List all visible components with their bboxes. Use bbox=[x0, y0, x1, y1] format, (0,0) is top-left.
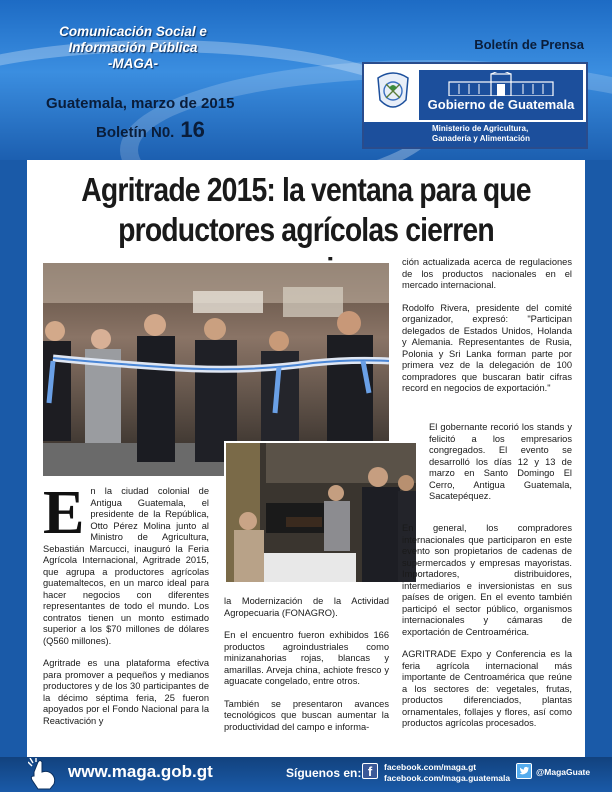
stand-visit-photo bbox=[224, 441, 418, 584]
website-link[interactable]: www.maga.gob.gt bbox=[68, 762, 213, 781]
paragraph: El gobernante recorió los stands y felicitó a los empresarios congregados. El evento se desarrolló los días 12 y 13 de marzo en Santo Domingo El Cerro, Antigua Guatemala, Sacatepéquez. bbox=[429, 422, 572, 501]
facebook-link-maga-gt[interactable]: facebook.com/maga.gt bbox=[384, 762, 477, 772]
government-logo bbox=[362, 62, 588, 149]
paragraph: En general, los compradores internacionales que participaron en este evento son propietarios de cadenas de supermercados y empresas mayoristas. Importadores, distribuidores, intermediarios e inversionistas en sus países de origen. En el evento también participó el sector público, organismos internacionales y cámaras de exportación de Centroamérica. bbox=[402, 523, 572, 637]
paragraph: También se presentaron avances tecnológicos que buscan aumentar la productividad del campo e informa- bbox=[224, 698, 389, 732]
paragraph-intro: En la ciudad colonial de Antigua Guatemala, el presidente de la República, Otto Pérez Molina junto al Ministro de Agricultura, Sebastián Marcucci, inauguró la Feria Agrícola Internacional, Agritrade 2015, que agrupa a productores agrícolas guatemaltecos, en un marco ideal para hacer negocios con diferentes representantes de todo el mundo. Los contratos tienen un monto estimado superior a los $70 millones de dólares (Q560 millones). bbox=[43, 479, 209, 646]
article-panel bbox=[27, 160, 585, 757]
palace-icon bbox=[429, 72, 573, 96]
government-title: Gobierno de Guatemala bbox=[427, 97, 575, 112]
article-column-3 bbox=[402, 257, 572, 406]
facebook-icon[interactable]: f bbox=[362, 763, 378, 779]
bulletin-number-value: 16 bbox=[180, 117, 205, 142]
facebook-link-maga-guatemala[interactable]: facebook.com/maga.guatemala bbox=[384, 773, 511, 783]
paragraph: En el encuentro fueron exhibidos 166 productos agroindustriales como minizanahorias rojas, blancas y amarillas. Arveja china, achiote fresco y aguacate congelado, entre otros. bbox=[224, 630, 389, 686]
header-banner bbox=[0, 0, 612, 160]
article-column-2 bbox=[224, 596, 389, 744]
article-headline: Agritrade 2015: la ventana para que productores agrícolas cierren bbox=[81, 171, 531, 248]
department-name: Comunicación Social e Información Pública -MAGA- bbox=[59, 24, 207, 71]
ministry-name: Ministerio de Agricultura, Ganadería y Alimentación bbox=[364, 122, 586, 147]
paragraph-quote: Rodolfo Rivera, presidente del comité organizador, expresó: "Participan delegados de Estados Unidos, Holanda y Alemania. Representantes de Rusia, Polonia y Sri Lanka forman parte por primera vez de la delegación de 100 compradores que buscaran batir cifras record en negocios de exportación." bbox=[402, 302, 572, 393]
bulletin-number bbox=[96, 117, 205, 143]
footer-bar bbox=[0, 757, 612, 792]
pointing-hand-icon bbox=[28, 758, 62, 790]
follow-us-label: Síguenos en: bbox=[286, 766, 362, 780]
paragraph: AGRITRADE Expo y Conferencia es la feria agrícola internacional más importante de Centroamérica que reúne a los sectores de: vegetales, frutas, productos diferenciados, plantas ornamentales, follajes y flores, así como productos agrícolas procesados. bbox=[402, 649, 572, 728]
paragraph: Agritrade es una plataforma efectiva para promover a pequeños y medianos productores y de los 30 participantes de la décimo séptima feria, 25 fueron apoyados por el Fondo Nacional para la Reactivación y bbox=[43, 658, 209, 726]
paragraph: la Modernización de la Actividad Agropecuaria (FONAGRO). bbox=[224, 596, 389, 618]
drop-cap: E bbox=[43, 479, 85, 547]
guatemala-seal-icon bbox=[372, 70, 414, 114]
twitter-handle-link[interactable]: @MagaGuate bbox=[536, 767, 591, 777]
paragraph: ción actualizada acerca de regulaciones de los productos nacionales en el mercado internacional. bbox=[402, 257, 572, 290]
article-column-3b bbox=[429, 422, 572, 514]
bulletin-label: Boletín N0. bbox=[96, 124, 175, 141]
article-column-3c bbox=[402, 523, 572, 741]
twitter-icon[interactable] bbox=[516, 763, 532, 779]
city-date: Guatemala, marzo de 2015 bbox=[46, 95, 235, 112]
article-column-1 bbox=[43, 479, 209, 738]
press-release-label: Boletín de Prensa bbox=[474, 37, 584, 52]
